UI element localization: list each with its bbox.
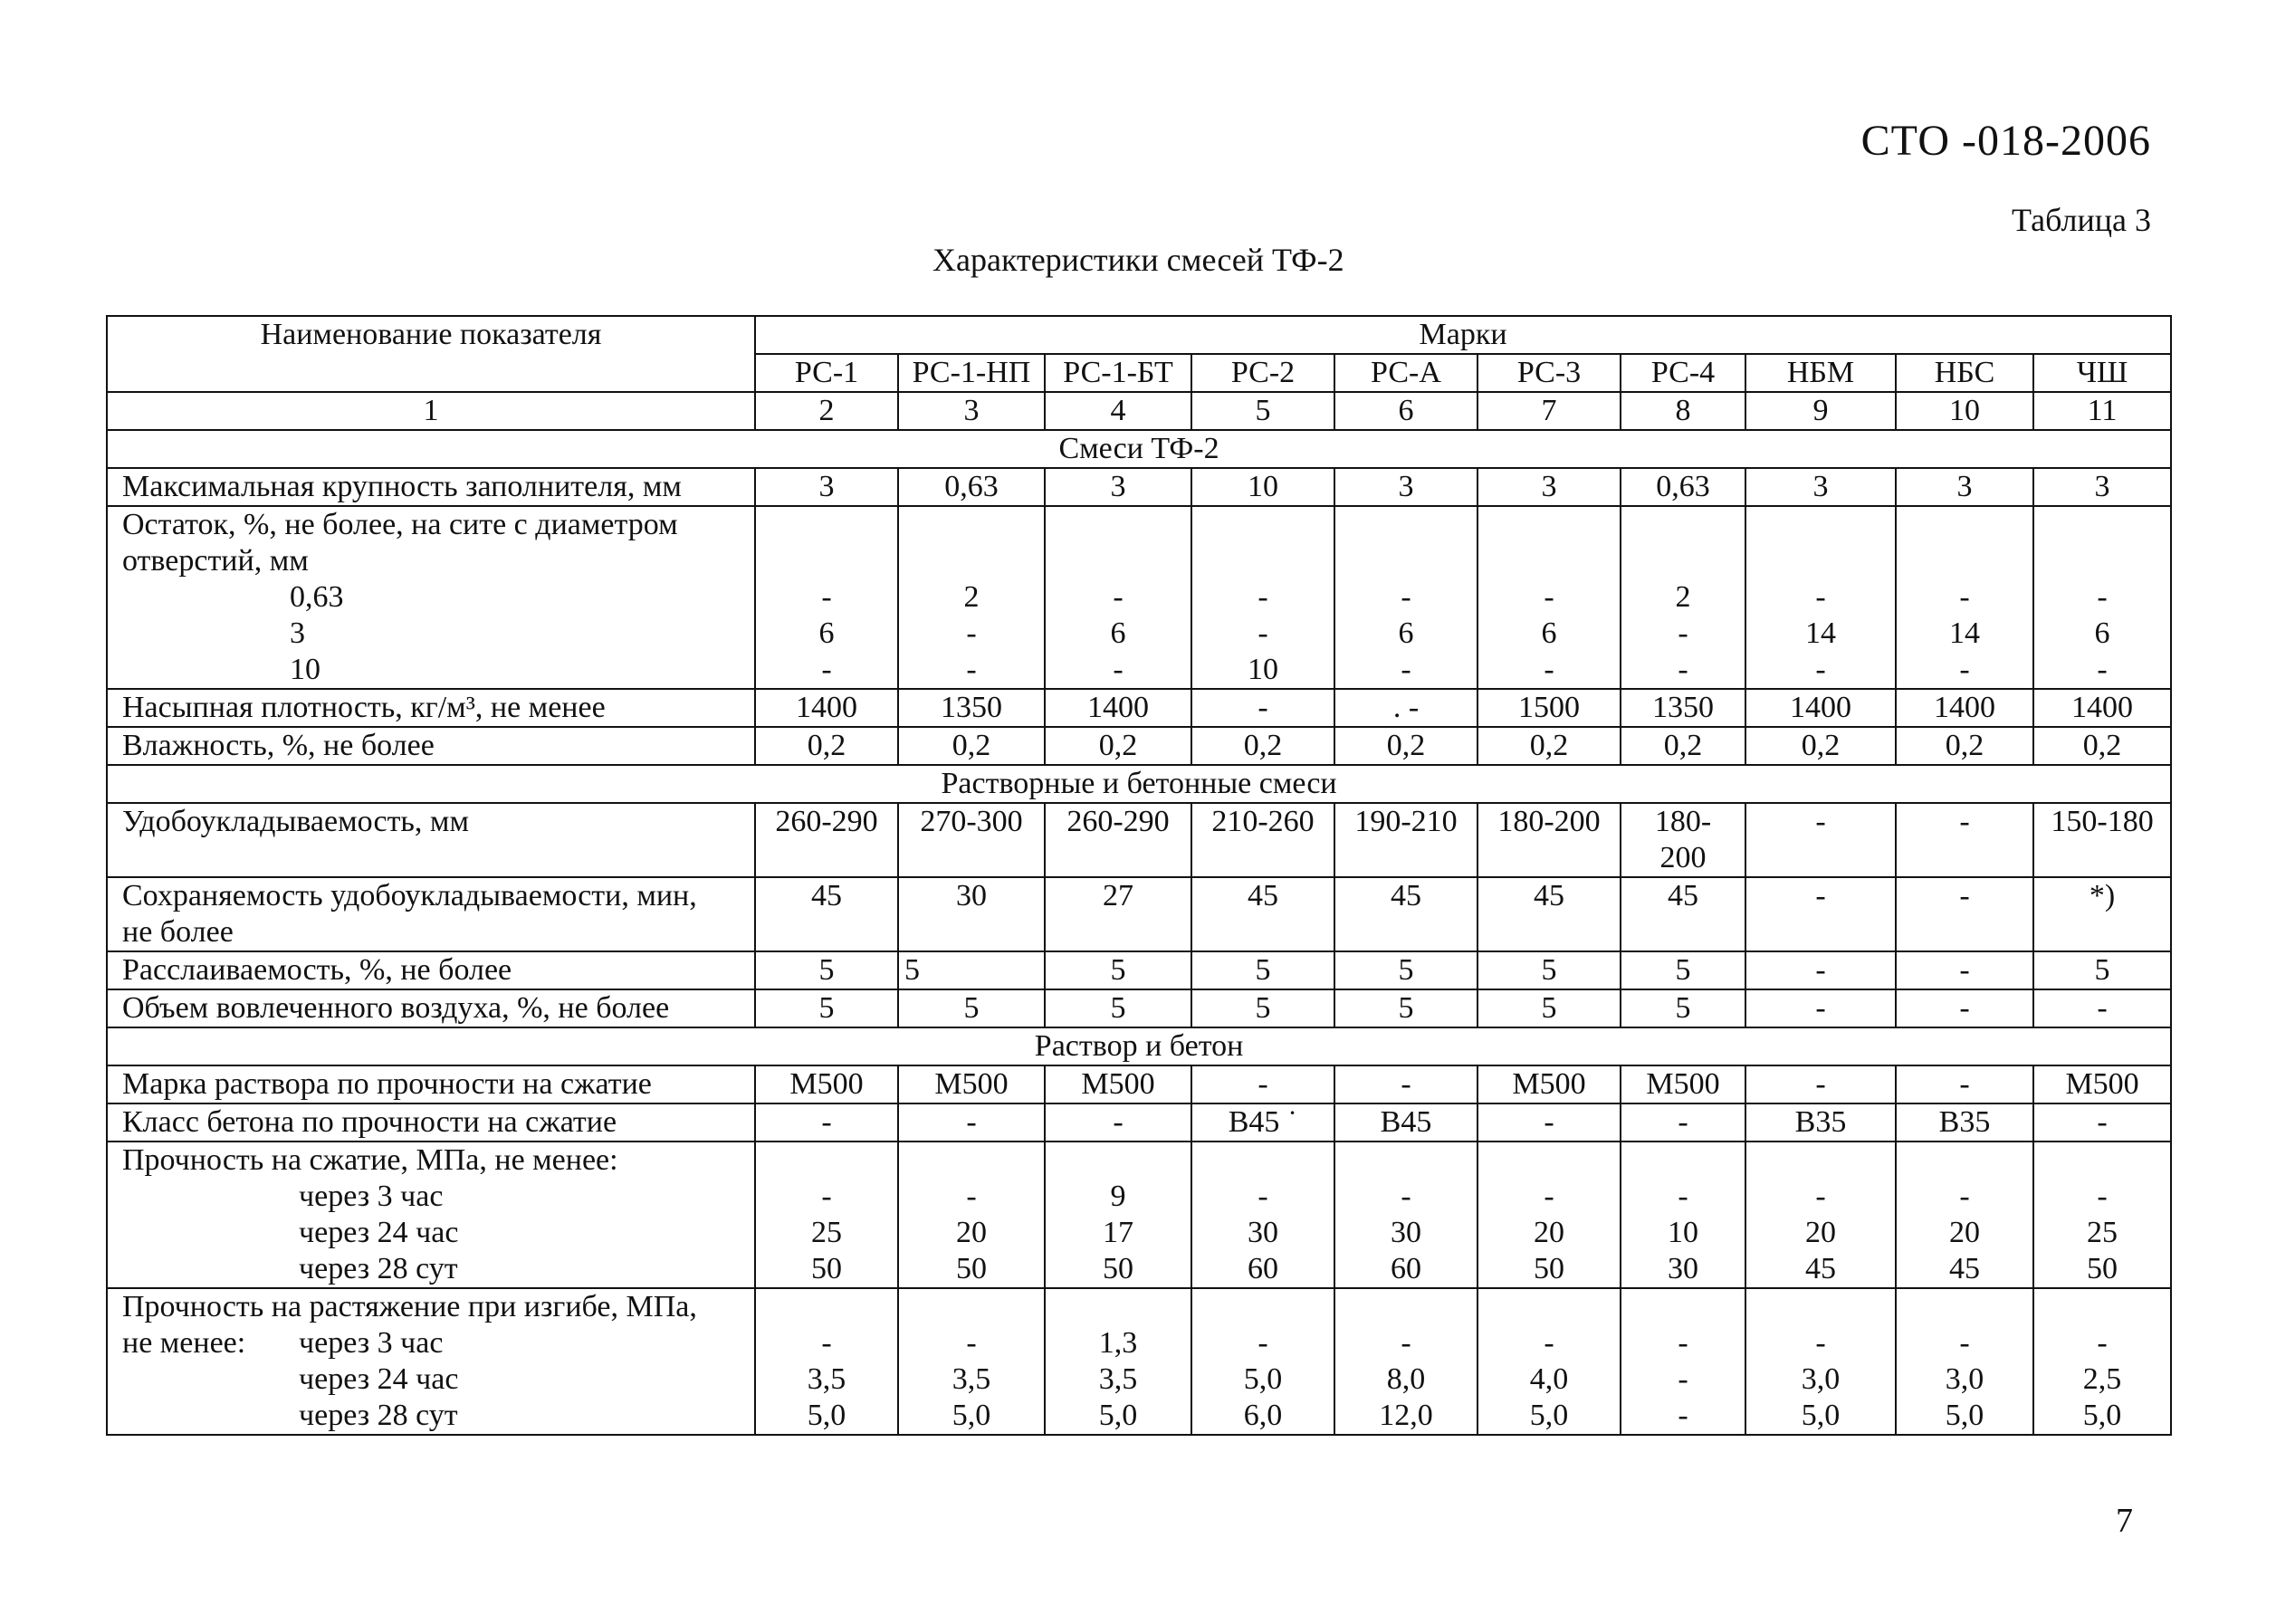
cell-value: 50: [811, 1252, 842, 1285]
cell-value: 45: [1949, 1252, 1980, 1285]
cell-value: 5,0: [807, 1399, 846, 1432]
column-numbers-row: [107, 392, 2171, 430]
table-cell: 0,2: [2033, 727, 2171, 765]
cell-value: 3,5: [952, 1362, 991, 1396]
brand-name: РС-1: [755, 354, 898, 392]
row-label: Влажность, %, не более: [107, 727, 755, 765]
table-cell: 5: [898, 951, 1045, 989]
table-cell: 3: [2033, 468, 2171, 506]
row-label-line: Прочность на сжатие, МПа, не менее:: [122, 1143, 618, 1177]
table-cell: [1621, 1288, 1745, 1435]
table-cell: 5: [1621, 951, 1745, 989]
cell-value: 6: [2094, 616, 2110, 650]
table-cell: -: [755, 1103, 898, 1142]
cell-value: 2: [963, 580, 980, 614]
table-cell: 1400: [1045, 689, 1191, 727]
table-cell: [1896, 1142, 2033, 1288]
cell-value: -: [1815, 580, 1826, 614]
cell-value: -: [1959, 653, 1970, 686]
table-cell: [1621, 506, 1745, 689]
table-cell: 190-210: [1334, 803, 1477, 877]
cell-value: -: [1678, 1180, 1688, 1213]
table-cell: *): [2033, 877, 2171, 951]
column-number: 1: [107, 392, 755, 430]
cell-value: 8,0: [1386, 1362, 1426, 1396]
row-sublabel: через 3 час: [299, 1180, 444, 1213]
table-cell: [1191, 506, 1334, 689]
table-cell: [2033, 1142, 2171, 1288]
table-cell: 5: [1621, 989, 1745, 1027]
section-title: Смеси ТФ-2: [107, 430, 2171, 468]
row-label: Объем вовлеченного воздуха, %, не более: [107, 989, 755, 1027]
table-cell: [1896, 1288, 2033, 1435]
table-row: [107, 877, 2171, 951]
row-label-line: Прочность на растяжение при изгибе, МПа,: [122, 1290, 697, 1323]
table-cell: 0,2: [1896, 727, 2033, 765]
cell-value: -: [1401, 1326, 1411, 1360]
table-cell: 45: [1621, 877, 1745, 951]
table-cell: 5: [755, 951, 898, 989]
table-cell: -: [1896, 989, 2033, 1027]
table-cell: -: [1896, 877, 2033, 951]
table-cell: [755, 1142, 898, 1288]
cell-value: -: [821, 653, 832, 686]
cell-value: 30: [1668, 1252, 1698, 1285]
cell-value: 6: [818, 616, 835, 650]
table-cell: М500: [755, 1065, 898, 1103]
table-cell: 0,2: [1477, 727, 1621, 765]
row-label: Расслаиваемость, %, не более: [107, 951, 755, 989]
table-cell: [1045, 506, 1191, 689]
row-label: [107, 506, 755, 689]
cell-value: 3,0: [1945, 1362, 1984, 1396]
cell-value: -: [1113, 653, 1124, 686]
table-cell: В45 ˙: [1191, 1103, 1334, 1142]
column-number: 6: [1334, 392, 1477, 430]
row-sublabel: через 3 час: [299, 1326, 444, 1360]
table-cell: [2033, 506, 2171, 689]
table-cell: 1400: [1896, 689, 2033, 727]
column-number: 10: [1896, 392, 2033, 430]
cell-value: -: [1544, 580, 1554, 614]
cell-value: -: [1544, 1326, 1554, 1360]
cell-value: 10: [1668, 1216, 1698, 1249]
table-row: [107, 951, 2171, 989]
cell-value: -: [1959, 580, 1970, 614]
section-title: Раствор и бетон: [107, 1027, 2171, 1065]
table-row: [107, 689, 2171, 727]
cell-value: -: [821, 1326, 832, 1360]
table-cell: [2033, 1288, 2171, 1435]
table-title: Характеристики смесей ТФ-2: [932, 242, 1344, 278]
row-label-line: отверстий, мм: [122, 544, 309, 578]
cell-value: 5,0: [1801, 1399, 1841, 1432]
cell-value: -: [1258, 1180, 1268, 1213]
table-cell: 3: [1745, 468, 1896, 506]
cell-value: -: [1401, 1180, 1411, 1213]
row-label-line: [122, 1325, 749, 1361]
table-cell: 0,63: [898, 468, 1045, 506]
column-number: 9: [1745, 392, 1896, 430]
table-row: [107, 468, 2171, 506]
cell-value: -: [2097, 653, 2108, 686]
table-cell: [1621, 803, 1745, 877]
table-cell: [1045, 1288, 1191, 1435]
table-cell: [755, 506, 898, 689]
table-cell: [1334, 1142, 1477, 1288]
cell-value: 30: [1391, 1216, 1421, 1249]
brand-name: НБМ: [1745, 354, 1896, 392]
table-cell: 45: [1191, 877, 1334, 951]
brand-name: РС-3: [1477, 354, 1621, 392]
table-cell: [755, 1288, 898, 1435]
cell-value: -: [966, 653, 977, 686]
cell-value: 50: [2087, 1252, 2118, 1285]
table-cell: 5: [1334, 951, 1477, 989]
cell-value: -: [1401, 580, 1411, 614]
cell-value: 60: [1248, 1252, 1278, 1285]
header-indicator-name: Наименование показателя: [107, 316, 755, 392]
table-cell: -: [1896, 951, 2033, 989]
section-row-mortar-concrete: [107, 1027, 2171, 1065]
cell-value: 50: [1534, 1252, 1564, 1285]
row-sublabel: через 28 сут: [299, 1399, 458, 1432]
cell-value: -: [1258, 580, 1268, 614]
table-cell: -: [1745, 803, 1896, 877]
column-number: 7: [1477, 392, 1621, 430]
row-sublabel: через 24 час: [299, 1362, 459, 1396]
cell-value: -: [1815, 1180, 1826, 1213]
cell-value: -: [1401, 653, 1411, 686]
header-row-brands: [107, 316, 2171, 354]
row-label-prefix: не менее:: [122, 1326, 246, 1360]
table-row: [107, 1288, 2171, 1435]
brand-name: ЧШ: [2033, 354, 2171, 392]
table-cell: -: [1334, 1065, 1477, 1103]
table-cell: [898, 1142, 1045, 1288]
table-cell: -: [1621, 1103, 1745, 1142]
table-cell: 5: [1045, 951, 1191, 989]
cell-value: -: [1113, 580, 1124, 614]
characteristics-table: [106, 315, 2172, 1436]
column-number: 8: [1621, 392, 1745, 430]
cell-value: 25: [811, 1216, 842, 1249]
row-label: Максимальная крупность заполнителя, мм: [107, 468, 755, 506]
cell-value: -: [1815, 1326, 1826, 1360]
cell-value: -: [1258, 1326, 1268, 1360]
table-row: [107, 803, 2171, 877]
cell-value: 20: [1805, 1216, 1836, 1249]
table-cell: 5: [898, 989, 1045, 1027]
table-cell: [898, 1288, 1045, 1435]
cell-value: 6: [1398, 616, 1414, 650]
column-number: 2: [755, 392, 898, 430]
cell-value: -: [821, 580, 832, 614]
table-cell: 3: [1477, 468, 1621, 506]
table-cell: 3: [1045, 468, 1191, 506]
brand-name: РС-1-БТ: [1045, 354, 1191, 392]
cell-value: -: [821, 1180, 832, 1213]
cell-value: 20: [1949, 1216, 1980, 1249]
cell-value: 3,0: [1801, 1362, 1841, 1396]
table-cell: 0,2: [1334, 727, 1477, 765]
column-number: 4: [1045, 392, 1191, 430]
column-number: 5: [1191, 392, 1334, 430]
table-row: [107, 1142, 2171, 1288]
table-cell: . -: [1334, 689, 1477, 727]
table-row: [107, 989, 2171, 1027]
document-code: СТО -018-2006: [1860, 117, 2151, 165]
table-cell: [1621, 1142, 1745, 1288]
table-cell: М500: [2033, 1065, 2171, 1103]
cell-value: 5,0: [952, 1399, 991, 1432]
section-row-mixes: [107, 430, 2171, 468]
cell-value: 10: [1248, 653, 1278, 686]
cell-value: 9: [1110, 1180, 1126, 1213]
table-cell: -: [1745, 989, 1896, 1027]
table-cell: [1477, 1288, 1621, 1435]
table-cell: 0,2: [1045, 727, 1191, 765]
cell-value: 1,3: [1098, 1326, 1138, 1360]
table-label: Таблица 3: [2012, 202, 2151, 238]
table-cell: В35: [1896, 1103, 2033, 1142]
table-cell: -: [2033, 1103, 2171, 1142]
table-cell: 180-200: [1477, 803, 1621, 877]
cell-value: 5,0: [1529, 1399, 1569, 1432]
cell-value: 5,0: [1243, 1362, 1283, 1396]
table-cell: 45: [1334, 877, 1477, 951]
table-cell: 5: [1477, 989, 1621, 1027]
cell-value: -: [1678, 1326, 1688, 1360]
table-cell: -: [1896, 803, 2033, 877]
table-cell: 0,2: [1621, 727, 1745, 765]
table-cell: 0,2: [898, 727, 1045, 765]
cell-value: 4,0: [1529, 1362, 1569, 1396]
table-cell: 0,63: [1621, 468, 1745, 506]
row-label: [107, 877, 755, 951]
row-label: Насыпная плотность, кг/м³, не менее: [107, 689, 755, 727]
table-cell: 45: [755, 877, 898, 951]
table-cell: 45: [1477, 877, 1621, 951]
cell-value: 14: [1949, 616, 1980, 650]
table-cell: [1191, 1142, 1334, 1288]
table-cell: В45: [1334, 1103, 1477, 1142]
table-cell: 260-290: [1045, 803, 1191, 877]
cell-value: -: [2097, 580, 2108, 614]
table-cell: 1350: [898, 689, 1045, 727]
cell-value: -: [966, 1326, 977, 1360]
table-cell: [1334, 506, 1477, 689]
table-cell: 1400: [2033, 689, 2171, 727]
row-label: [107, 1288, 755, 1435]
brand-name: РС-4: [1621, 354, 1745, 392]
table-cell: 5: [755, 989, 898, 1027]
cell-value: 17: [1103, 1216, 1133, 1249]
table-cell: [1477, 506, 1621, 689]
cell-value: 5,0: [2082, 1399, 2122, 1432]
row-sublabel: 3: [290, 616, 305, 650]
cell-value: -: [2097, 1180, 2108, 1213]
table-cell: 27: [1045, 877, 1191, 951]
row-label-line: Остаток, %, не более, на сите с диаметром: [122, 508, 678, 541]
table-cell: М500: [1477, 1065, 1621, 1103]
table-row: [107, 1103, 2171, 1142]
table-cell: -: [1477, 1103, 1621, 1142]
table-cell: 5: [1191, 989, 1334, 1027]
table-cell: 3: [755, 468, 898, 506]
table-cell: -: [1191, 689, 1334, 727]
table-cell: [1191, 1288, 1334, 1435]
cell-value: 2: [1675, 580, 1691, 614]
table-cell: [898, 506, 1045, 689]
row-label-line: не более: [122, 915, 234, 949]
table-cell: 5: [1477, 951, 1621, 989]
table-cell: -: [1745, 1065, 1896, 1103]
cell-value: -: [2097, 1326, 2108, 1360]
table-cell: 3: [1334, 468, 1477, 506]
table-cell: 260-290: [755, 803, 898, 877]
table-cell: 0,2: [1745, 727, 1896, 765]
cell-value: -: [1678, 1362, 1688, 1396]
cell-value: 5,0: [1098, 1399, 1138, 1432]
table-cell: [1745, 1142, 1896, 1288]
table-cell: 1400: [755, 689, 898, 727]
cell-value: -: [1815, 653, 1826, 686]
cell-value: 20: [1534, 1216, 1564, 1249]
cell-value: 50: [1103, 1252, 1133, 1285]
table-cell: -: [1896, 1065, 2033, 1103]
table-cell: -: [2033, 989, 2171, 1027]
table-cell: -: [1191, 1065, 1334, 1103]
row-sublabel: через 24 час: [299, 1216, 459, 1249]
brand-name: РС-А: [1334, 354, 1477, 392]
cell-value: -: [1959, 1326, 1970, 1360]
section-row-mortar-concrete-mixes: [107, 765, 2171, 803]
table-cell: -: [898, 1103, 1045, 1142]
table-cell: 5: [1191, 951, 1334, 989]
brand-name: НБС: [1896, 354, 2033, 392]
cell-value: -: [1544, 1180, 1554, 1213]
row-label: Удобоукладываемость, мм: [107, 803, 755, 877]
table-row: [107, 727, 2171, 765]
cell-value: -: [1678, 653, 1688, 686]
table-cell: 1400: [1745, 689, 1896, 727]
table-cell: В35: [1745, 1103, 1896, 1142]
cell-value: 12,0: [1379, 1399, 1433, 1432]
brand-name: РС-2: [1191, 354, 1334, 392]
table-row: [107, 506, 2171, 689]
table-cell: 1350: [1621, 689, 1745, 727]
cell-value: -: [966, 1180, 977, 1213]
row-sublabel: 0,63: [290, 580, 344, 614]
cell-value: -: [1959, 1180, 1970, 1213]
table-cell: [1477, 1142, 1621, 1288]
table-cell: М500: [1045, 1065, 1191, 1103]
table-cell: 30: [898, 877, 1045, 951]
table-cell: 5: [1045, 989, 1191, 1027]
header-brands: Марки: [755, 316, 2171, 354]
cell-value: 180-: [1654, 805, 1712, 838]
table-row: [107, 1065, 2171, 1103]
row-label: Марка раствора по прочности на сжатие: [107, 1065, 755, 1103]
table-cell: 150-180: [2033, 803, 2171, 877]
brand-name: РС-1-НП: [898, 354, 1045, 392]
cell-value: 3,5: [807, 1362, 846, 1396]
table-cell: -: [1745, 877, 1896, 951]
cell-value: 25: [2087, 1216, 2118, 1249]
table-cell: [1745, 1288, 1896, 1435]
table-cell: 210-260: [1191, 803, 1334, 877]
cell-value: -: [966, 616, 977, 650]
table-cell: 3: [1896, 468, 2033, 506]
table-cell: [1045, 1142, 1191, 1288]
row-label: Класс бетона по прочности на сжатие: [107, 1103, 755, 1142]
cell-value: 50: [956, 1252, 987, 1285]
table-cell: 10: [1191, 468, 1334, 506]
table-cell: [1334, 1288, 1477, 1435]
cell-value: -: [1678, 616, 1688, 650]
cell-value: -: [1678, 1399, 1688, 1432]
cell-value: 6: [1110, 616, 1126, 650]
cell-value: 200: [1659, 841, 1707, 874]
table-cell: [1745, 506, 1896, 689]
table-cell: 5: [2033, 951, 2171, 989]
cell-value: 30: [1248, 1216, 1278, 1249]
cell-value: -: [1258, 616, 1268, 650]
table-cell: М500: [898, 1065, 1045, 1103]
column-number: 3: [898, 392, 1045, 430]
table-cell: 1500: [1477, 689, 1621, 727]
cell-value: 6: [1541, 616, 1557, 650]
cell-value: 2,5: [2082, 1362, 2122, 1396]
page-number: 7: [2116, 1502, 2133, 1540]
table-cell: [1896, 506, 2033, 689]
table-cell: 270-300: [898, 803, 1045, 877]
table-cell: -: [1745, 951, 1896, 989]
table-cell: 5: [1334, 989, 1477, 1027]
cell-value: 60: [1391, 1252, 1421, 1285]
row-sublabel: через 28 сут: [299, 1252, 458, 1285]
cell-value: 45: [1805, 1252, 1836, 1285]
table-cell: -: [1045, 1103, 1191, 1142]
table-cell: 0,2: [755, 727, 898, 765]
cell-value: 6,0: [1243, 1399, 1283, 1432]
row-sublabel: 10: [290, 653, 320, 686]
cell-value: 14: [1805, 616, 1836, 650]
section-title: Растворные и бетонные смеси: [107, 765, 2171, 803]
row-label: [107, 1142, 755, 1288]
row-label-line: Сохраняемость удобоукладываемости, мин,: [122, 879, 697, 912]
cell-value: 20: [956, 1216, 987, 1249]
cell-value: 3,5: [1098, 1362, 1138, 1396]
cell-value: 5,0: [1945, 1399, 1984, 1432]
table-cell: М500: [1621, 1065, 1745, 1103]
cell-value: -: [1544, 653, 1554, 686]
column-number: 11: [2033, 392, 2171, 430]
table-cell: 0,2: [1191, 727, 1334, 765]
